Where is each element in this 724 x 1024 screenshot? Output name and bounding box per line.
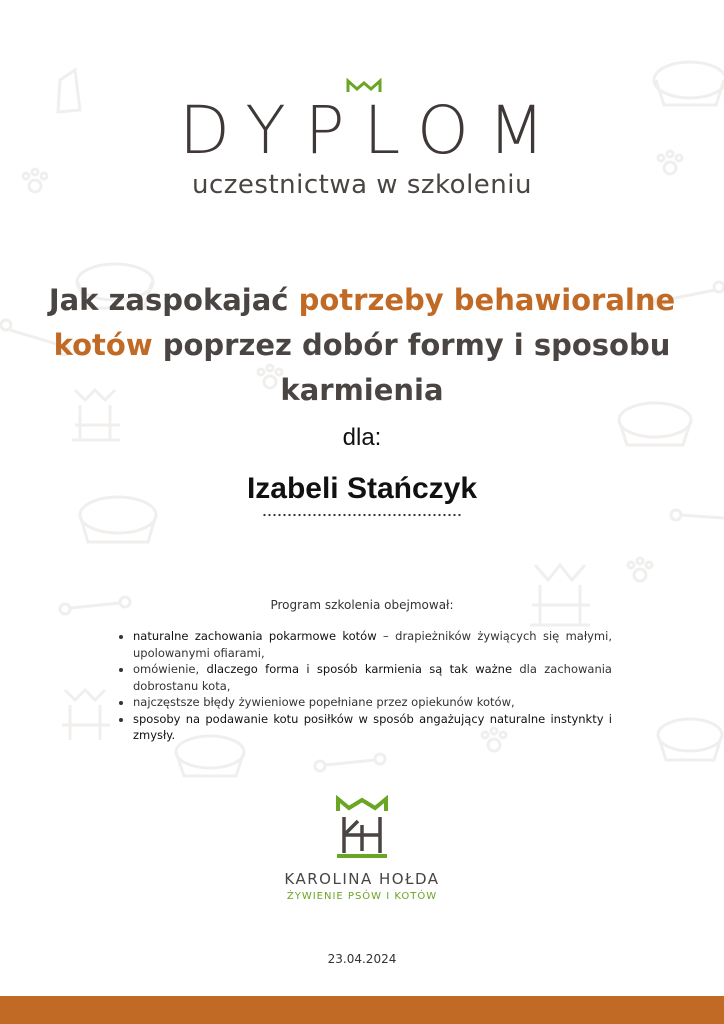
recipient-name: Izabeli Stańczyk — [246, 472, 478, 505]
course-title-part: Jak zaspokajać — [48, 283, 299, 317]
brand-name: KAROLINA HOŁDA — [284, 870, 440, 888]
diploma-subtitle: uczestnictwa w szkoleniu — [192, 170, 532, 200]
list-item-text: – drapieżników żywiących się małymi, upolowanymi ofiarami, — [133, 629, 612, 660]
issue-date: 23.04.2024 — [327, 952, 397, 966]
course-title-part: poprzez dobór formy i sposobu karmienia — [152, 328, 671, 407]
list-item-text: najczęstsze błędy żywieniowe popełniane przez opiekunów kotów, — [133, 695, 515, 709]
paw-icon — [628, 558, 652, 581]
diploma-title: DYPLOM — [179, 92, 564, 169]
list-item — [133, 661, 612, 694]
kh-logo-icon — [62, 690, 110, 740]
brand-tagline: ŻYWIENIE PSÓW I KOTÓW — [286, 891, 438, 902]
list-item-bold: sposoby na podawanie kotu posiłków w sposób angażujący naturalne instynkty i zmysły. — [133, 711, 612, 742]
program-list — [118, 628, 612, 744]
bone-icon — [315, 754, 385, 771]
program-heading: Program szkolenia obejmował: — [270, 598, 454, 612]
list-item-text: omówienie, — [133, 662, 207, 676]
kh-logo-icon — [334, 795, 390, 861]
bowl-icon — [658, 719, 722, 760]
bottom-accent-bar — [0, 996, 724, 1024]
course-title-accent: potrzeby behawioralne kotów — [53, 283, 676, 362]
kh-logo-icon — [530, 565, 590, 625]
bone-icon — [671, 510, 724, 520]
list-item-bold: dlaczego forma i sposób karmienia są tak ważne — [206, 662, 513, 676]
list-item-bold: naturalne zachowania pokarmowe kotów — [133, 629, 377, 643]
list-item-text: dla zachowania dobrostanu kota, — [133, 662, 612, 693]
list-item — [133, 711, 612, 744]
list-item — [133, 628, 612, 661]
recipient-prefix: dla: — [342, 424, 382, 451]
course-title — [40, 278, 684, 413]
list-item — [133, 694, 612, 711]
dotted-underline — [262, 513, 462, 517]
